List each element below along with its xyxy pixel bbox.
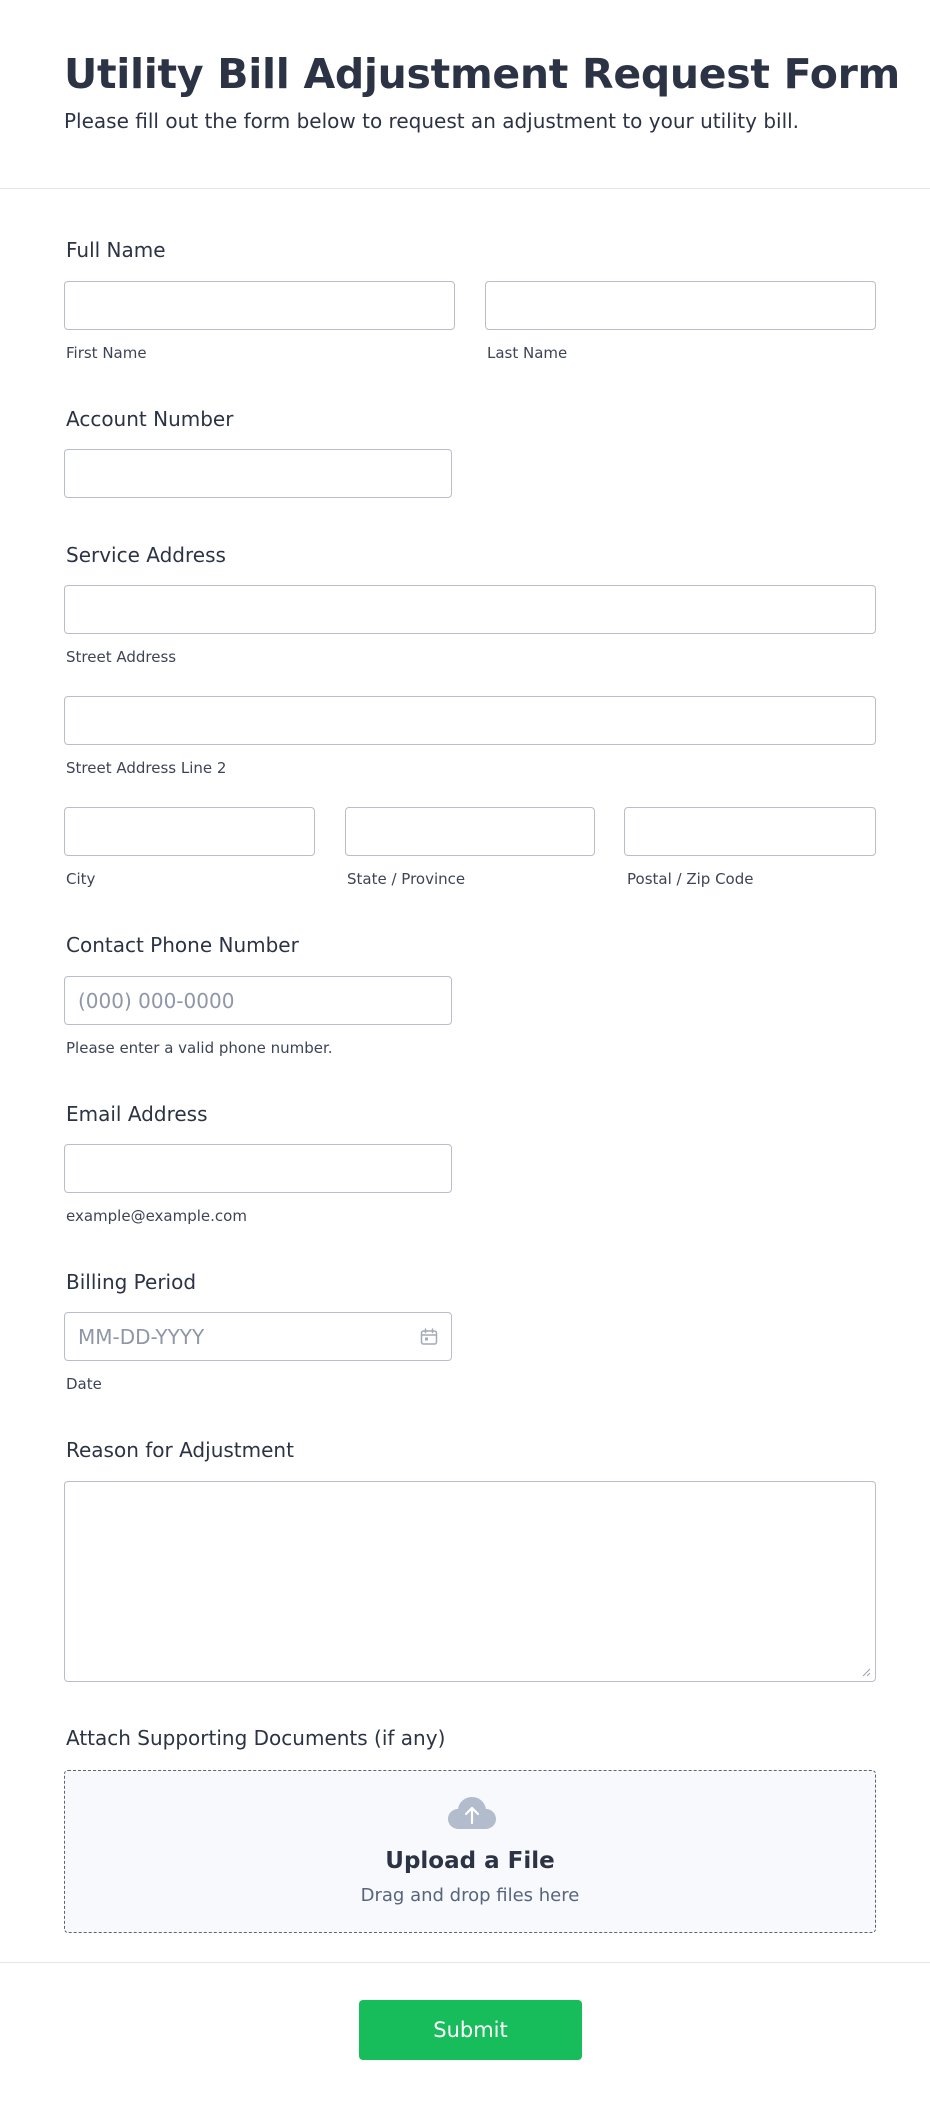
submit-button[interactable]: Submit <box>359 2000 582 2060</box>
first-name-sublabel: First Name <box>66 344 147 362</box>
page-title: Utility Bill Adjustment Request Form <box>64 50 900 98</box>
email-input[interactable] <box>64 1144 452 1193</box>
reason-label: Reason for Adjustment <box>66 1438 294 1462</box>
email-sublabel: example@example.com <box>66 1207 247 1225</box>
state-sublabel: State / Province <box>347 870 466 888</box>
billing-period-label: Billing Period <box>66 1270 197 1294</box>
file-upload-dropzone[interactable] <box>64 1770 876 1933</box>
footer-divider <box>0 1962 930 1963</box>
first-name-input[interactable] <box>64 281 455 330</box>
billing-period-placeholder: MM-DD-YYYY <box>78 1325 205 1349</box>
zip-input[interactable] <box>624 807 876 856</box>
city-sublabel: City <box>66 870 96 888</box>
last-name-sublabel: Last Name <box>487 344 568 362</box>
last-name-input[interactable] <box>485 281 876 330</box>
zip-sublabel: Postal / Zip Code <box>627 870 754 888</box>
email-label: Email Address <box>66 1102 208 1126</box>
resize-handle-icon[interactable] <box>861 1667 871 1677</box>
phone-input[interactable] <box>64 976 452 1025</box>
billing-period-sublabel: Date <box>66 1375 102 1393</box>
phone-sublabel: Please enter a valid phone number. <box>66 1039 333 1057</box>
calendar-icon[interactable] <box>419 1327 439 1347</box>
street-address-line2-sublabel: Street Address Line 2 <box>66 759 227 777</box>
street-address-input[interactable] <box>64 585 876 634</box>
service-address-label: Service Address <box>66 543 226 567</box>
account-number-input[interactable] <box>64 449 452 498</box>
billing-period-date-input[interactable] <box>64 1312 452 1361</box>
attachments-label: Attach Supporting Documents (if any) <box>66 1726 446 1750</box>
state-input[interactable] <box>345 807 595 856</box>
phone-label: Contact Phone Number <box>66 933 299 957</box>
phone-placeholder: (000) 000-0000 <box>78 989 235 1013</box>
upload-subtitle: Drag and drop files here <box>360 1885 580 1906</box>
upload-title: Upload a File <box>385 1848 555 1874</box>
form-header <box>0 0 930 189</box>
city-input[interactable] <box>64 807 315 856</box>
cloud-upload-icon <box>447 1795 497 1831</box>
page-subtitle: Please fill out the form below to request an adjustment to your utility bill. <box>64 109 800 133</box>
street-address-sublabel: Street Address <box>66 648 177 666</box>
reason-textarea[interactable] <box>64 1481 876 1682</box>
full-name-label: Full Name <box>66 238 166 262</box>
street-address-line2-input[interactable] <box>64 696 876 745</box>
account-number-label: Account Number <box>66 407 234 431</box>
